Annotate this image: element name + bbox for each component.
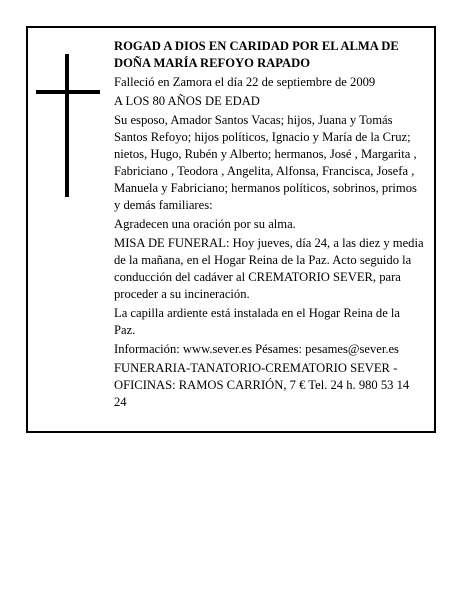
company-paragraph: FUNERARIA-TANATORIO-CREMATORIO SEVER - OFICINAS: RAMOS CARRIÓN, 7 € Tel. 24 h. 980 53 14 24 bbox=[114, 361, 410, 409]
info-paragraph: Información: www.sever.es Pésames: pesames@sever.es bbox=[114, 342, 399, 356]
age-line: A LOS 80 AÑOS DE EDAD bbox=[114, 94, 260, 108]
funeral-paragraph: MISA DE FUNERAL: Hoy jueves, día 24, a las diez y media de la mañana, en el Hogar Reina de la Paz. Acto seguido la conducción del cadáver al CREMATORIO SEVER, para proceder a su incineración. bbox=[114, 236, 424, 301]
cross-icon bbox=[36, 54, 100, 197]
death-line: Falleció en Zamora el día 22 de septiembre de 2009 bbox=[114, 75, 376, 89]
cross-vertical-bar bbox=[65, 54, 69, 197]
obituary-text bbox=[114, 38, 424, 413]
family-paragraph: Su esposo, Amador Santos Vacas; hijos, Juana y Tomás Santos Refoyo; hijos políticos, Ignacio y María de la Cruz; nietos, Hugo, Rubén y Alberto; hermanos, José , Margarita , Fabriciano , Teodora , Angelita, Alfonsa, Francisca, Josefa , Manuela y Fabriciano; hermanos políticos, sobrinos, primos y demás familiares: bbox=[114, 113, 417, 212]
cross-horizontal-bar bbox=[36, 90, 100, 94]
thanks-line: Agradecen una oración por su alma. bbox=[114, 217, 296, 231]
obituary-heading: ROGAD A DIOS EN CARIDAD POR EL ALMA DE DOÑA MARÍA REFOYO RAPADO bbox=[114, 39, 399, 70]
chapel-paragraph: La capilla ardiente está instalada en el Hogar Reina de la Paz. bbox=[114, 306, 401, 337]
